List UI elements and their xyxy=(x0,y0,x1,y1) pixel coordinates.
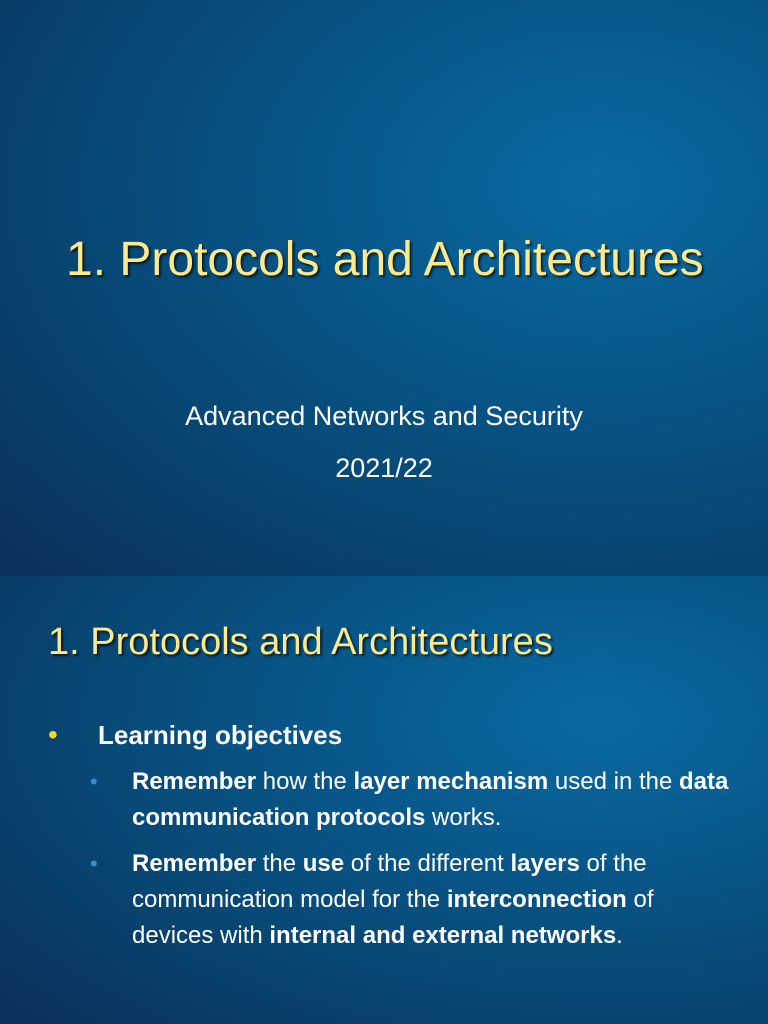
emphasis-text: layers xyxy=(510,850,580,877)
emphasis-text: Remember xyxy=(132,850,257,877)
course-name: Advanced Networks and Security xyxy=(185,401,583,431)
sub-bullet-text xyxy=(132,846,732,954)
body-text: the xyxy=(256,850,303,877)
body-text: . xyxy=(616,922,623,949)
academic-year: 2021/22 xyxy=(335,453,433,483)
emphasis-text: interconnection xyxy=(446,886,627,913)
body-text: of the different xyxy=(344,850,511,877)
sub-bullet-marker: • xyxy=(90,769,98,794)
sub-bullet-2 xyxy=(88,846,738,954)
sub-bullet-marker: • xyxy=(90,851,98,876)
emphasis-text: use xyxy=(302,850,345,877)
emphasis-text: data communication protocols xyxy=(132,768,729,831)
slide-title-heading: 1. Protocols and Architectures xyxy=(66,233,704,286)
sub-bullet-1 xyxy=(88,764,738,836)
objectives-slide-title: 1. Protocols and Architectures xyxy=(48,621,553,663)
emphasis-text: internal and external networks xyxy=(269,922,617,949)
sub-bullet-text xyxy=(132,764,732,836)
emphasis-text: Remember xyxy=(132,768,257,795)
bullet-learning-objectives xyxy=(48,718,342,752)
body-text: how the xyxy=(256,768,354,795)
emphasis-text: layer mechanism xyxy=(353,768,549,795)
bullet-text: Learning objectives xyxy=(98,720,343,750)
body-text: of devices with xyxy=(132,886,654,949)
bullet-marker: • xyxy=(48,719,58,750)
body-text: of the communication model for the xyxy=(132,850,647,913)
body-text: used in the xyxy=(548,768,680,795)
body-text: works. xyxy=(425,804,502,831)
